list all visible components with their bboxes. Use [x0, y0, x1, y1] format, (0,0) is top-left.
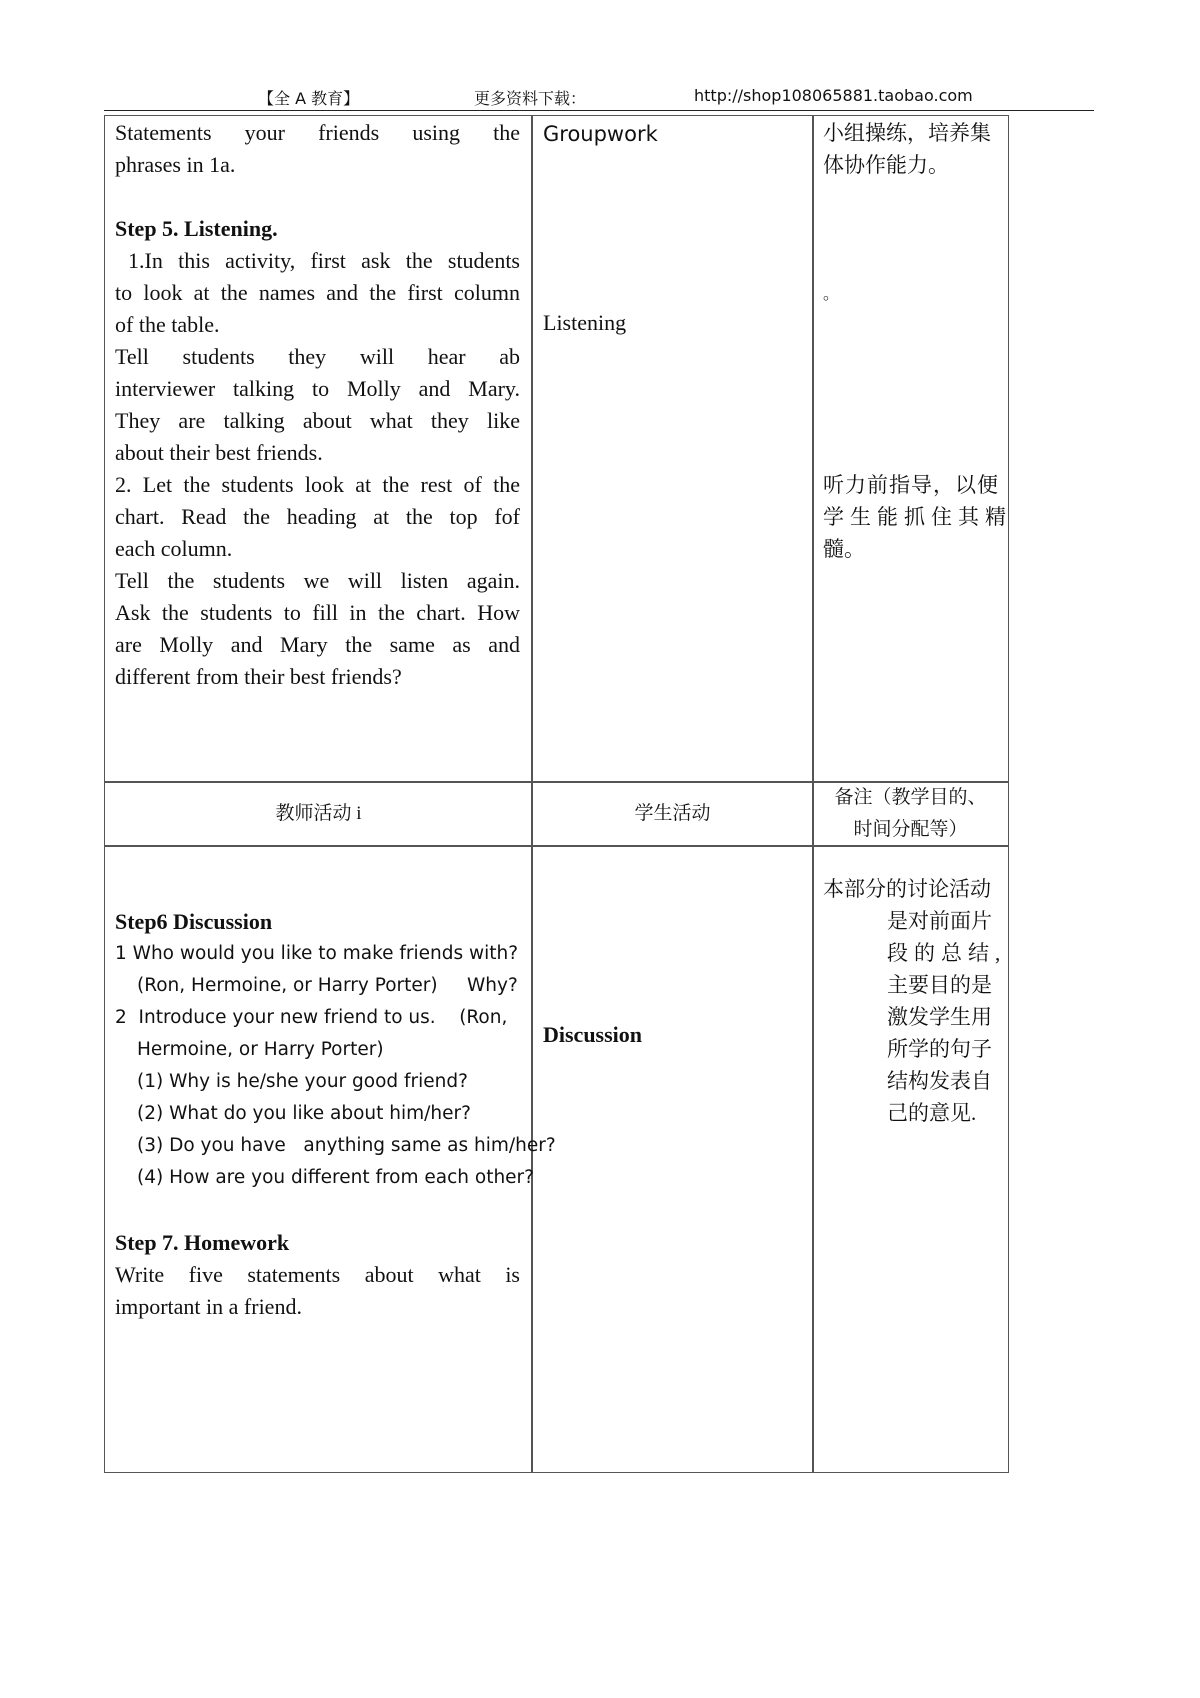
question-1-line-2: (Ron, Hermoine, or Harry Porter) Why?	[137, 975, 518, 996]
discussion-note-line-4: 激发学生用	[887, 1005, 992, 1029]
discussion-note-line-2: 段的总结,	[887, 941, 1007, 965]
step5-title: Step 5. Listening.	[115, 216, 278, 241]
student-activity-heading: 学生活动	[634, 803, 711, 824]
download-label: 更多资料下载：	[474, 89, 587, 108]
discussion-questions	[115, 938, 556, 1194]
page-header	[0, 86, 1200, 110]
teacher-activity-heading: 教师活动 i	[275, 803, 362, 824]
discussion-note-line-1: 是对前面片	[887, 909, 992, 933]
block1-student-cell	[531, 115, 814, 783]
statements-line-2: phrases in 1a.	[115, 152, 236, 177]
statements-line-1: Statements your friends using the	[115, 120, 520, 145]
listening-label: Listening	[543, 310, 627, 335]
sub-question-2: (2) What do you like about him/her?	[137, 1103, 471, 1124]
para2-line-2: chart. Read the heading at the top fof	[115, 504, 520, 529]
para1-line-1: 1.In this activity, first ask the students	[128, 248, 520, 273]
homework-line-1: Write five statements about what is	[115, 1262, 520, 1287]
discussion-note-line-7: 己的意见.	[887, 1101, 977, 1125]
listening-note-line-1: 听力前指导，以便	[823, 473, 999, 497]
discussion-note-line-3: 主要目的是	[887, 973, 992, 997]
question-1-line-1: 1 Who would you like to make friends with?	[115, 943, 519, 964]
listening-note-line-3: 髓。	[823, 537, 865, 561]
sub-question-3: (3) Do you have anything same as him/her?	[137, 1135, 556, 1156]
homework-line-2: important in a friend.	[115, 1294, 302, 1319]
sub-question-1: (1) Why is he/she your good friend?	[137, 1071, 468, 1092]
period-mark: 。	[823, 286, 840, 303]
question-2-line-2: Hermoine, or Harry Porter)	[137, 1039, 384, 1060]
step5-paragraph-1	[115, 245, 520, 469]
question-2-line-1: 2 Introduce your new friend to us. (Ron,	[115, 1007, 508, 1028]
listening-note-line-2: 学生能抓住其精	[823, 505, 1012, 529]
para1-line-3: of the table.	[115, 312, 220, 337]
para2-line-1: 2. Let the students look at the rest of the	[115, 472, 520, 497]
para2-line-3: each column.	[115, 536, 233, 561]
notes-heading-line-1: 备注（教学目的、	[834, 787, 987, 808]
para2-line-6: are Molly and Mary the same as and	[115, 632, 520, 657]
discussion-label: Discussion	[543, 1022, 643, 1047]
homework-text	[115, 1259, 520, 1323]
discussion-note	[823, 873, 1007, 1129]
sub-question-4: (4) How are you different from each other?	[137, 1167, 534, 1188]
para1-line-4: Tell students they will hear ab	[115, 344, 520, 369]
discussion-note-line-6: 结构发表自	[887, 1069, 992, 1093]
groupwork-note	[823, 117, 1003, 181]
statements-text	[115, 117, 520, 181]
header-rule	[104, 110, 1094, 111]
para2-line-5: Ask the students to fill in the chart. How	[115, 600, 520, 625]
groupwork-label: Groupwork	[543, 122, 658, 146]
para2-line-4: Tell the students we will listen again.	[115, 568, 520, 593]
block1-notes-cell	[812, 115, 1012, 783]
listening-note	[823, 469, 1012, 565]
notes-heading-line-2: 时间分配等）	[853, 819, 968, 840]
step6-title: Step6 Discussion	[115, 909, 273, 934]
step5-paragraph-2	[115, 469, 520, 693]
source-url[interactable]: http://shop108065881.taobao.com	[694, 86, 973, 105]
block2-student-cell	[531, 845, 814, 1473]
discussion-note-first-line: 本部分的讨论活动	[823, 877, 991, 901]
para1-line-5: interviewer talking to Molly and Mary.	[115, 376, 520, 401]
groupwork-note-line-2: 体协作能力。	[823, 153, 949, 177]
para1-line-7: about their best friends.	[115, 440, 323, 465]
brand-label: 【全 A 教育】	[258, 89, 360, 108]
discussion-note-line-5: 所学的句子	[887, 1037, 992, 1061]
step7-title: Step 7. Homework	[115, 1230, 290, 1255]
para1-line-6: They are talking about what they like	[115, 408, 520, 433]
para2-line-7: different from their best friends?	[115, 664, 402, 689]
para1-line-2: to look at the names and the first column	[115, 280, 520, 305]
notes-heading	[812, 782, 1009, 846]
groupwork-note-line-1: 小组操练，培养集	[823, 121, 991, 145]
